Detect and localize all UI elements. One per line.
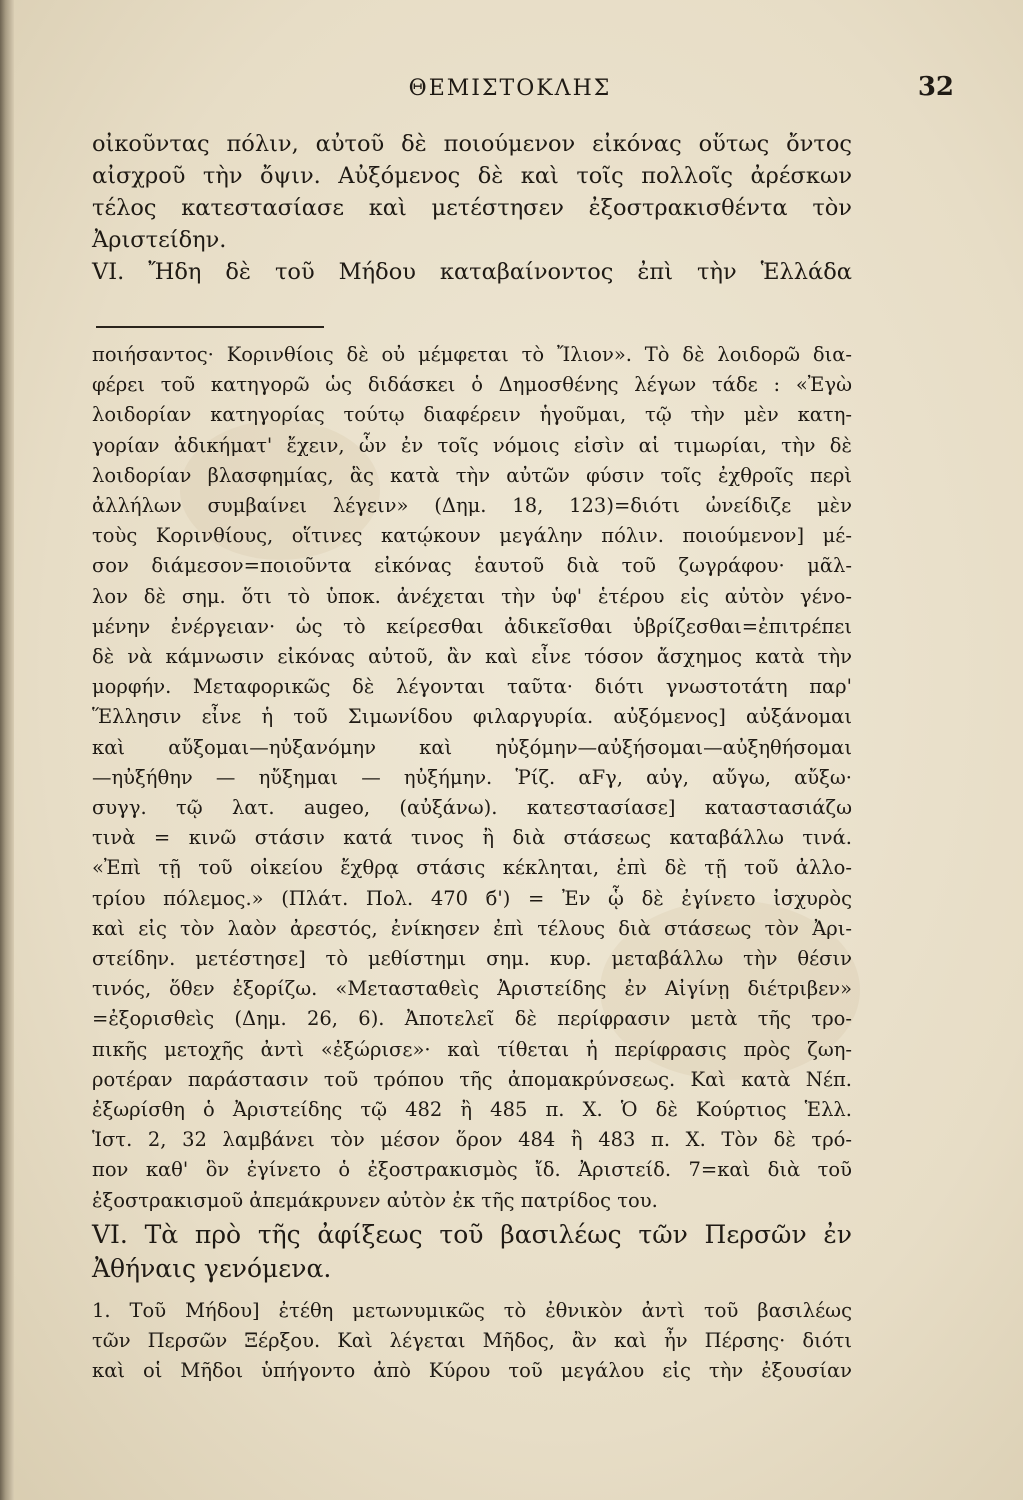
running-title: ΘΕΜΙΣΤΟΚΛΗΣ xyxy=(408,76,612,101)
note-line: Ἱστ. 2, 32 λαμβάνει τὸν μέσον ὅρον 484 ἢ 483 π. Χ. Τὸν δὲ τρό- xyxy=(92,1128,852,1152)
note-line: λοιδορίαν βλασφημίας, ἃς κατὰ τὴν αὐτῶν φύσιν τοῖς ἐχθροῖς περὶ xyxy=(92,463,852,487)
note-line: ἐξοστρακισμοῦ ἀπεμάκρυνεν αὐτὸν ἐκ τῆς πατρίδος του. xyxy=(92,1188,658,1212)
note-line: ἐξωρίσθη ὁ Ἀριστείδης τῷ 482 ἢ 485 π. Χ. Ὁ δὲ Κούρτιος Ἑλλ. xyxy=(92,1098,852,1122)
footnote-rule xyxy=(96,326,324,328)
note-line: καὶ αὔξομαι—ηὐξανόμην καὶ ηὐξόμην—αὐξήσομαι—αὐξηθήσομαι xyxy=(92,735,852,759)
note-line: τῶν Περσῶν Ξέρξου. Καὶ λέγεται Μῆδος, ἂν καὶ ἦν Πέρσης· διότι xyxy=(92,1329,852,1353)
main-text-line: τέλος κατεστασίασε καὶ μετέστησεν ἐξοστρακισθέντα τὸν xyxy=(92,195,852,221)
note-line: καὶ οἱ Μῆδοι ὑπήγοντο ἀπὸ Κύρου τοῦ μεγάλου εἰς τὴν ἐξουσίαν xyxy=(92,1359,852,1383)
page-number: 32 xyxy=(917,72,954,102)
running-head xyxy=(60,72,960,112)
note-line: σον διάμεσον=ποιοῦντα εἰκόνας ἑαυτοῦ διὰ τοῦ ζωγράφου· μᾶλ- xyxy=(92,554,852,578)
note-line: φέρει τοῦ κατηγορῶ ὡς διδάσκει ὁ Δημοσθένης λέγων τάδε : «Ἐγὼ xyxy=(92,373,852,397)
note-line: λον δὲ σημ. ὅτι τὸ ὑποκ. ἀνέχεται τὴν ὑφ' ἑτέρου εἰς αὐτὸν γένο- xyxy=(92,584,852,608)
section-notes xyxy=(92,1296,852,1387)
note-line: μένην ἐνέργειαν· ὡς τὸ κείρεσθαι ἀδικεῖσθαι ὑβρίζεσθαι=ἐπιτρέπει xyxy=(92,614,852,638)
note-line: —ηὐξήθην — ηὔξημαι — ηὐξήμην. Ῥίζ. αFγ, αὐγ, αὔγω, αὔξω· xyxy=(92,765,852,789)
note-line: τοὺς Κορινθίους, οἵτινες κατῴκουν μεγάλην πόλιν. ποιούμενον] μέ- xyxy=(92,524,852,548)
note-line: =ἐξορισθεὶς (Δημ. 26, 6). Ἀποτελεῖ δὲ περίφρασιν μετὰ τῆς τρο- xyxy=(92,1007,852,1031)
note-line: συγγ. τῷ λατ. augeo, (αὐξάνω). κατεστασίασε] καταστασιάζω xyxy=(92,796,852,820)
note-line: καὶ εἰς τὸν λαὸν ἀρεστός, ἐνίκησεν ἐπὶ τέλους διὰ στάσεως τὸν Ἀρι- xyxy=(92,916,852,940)
main-text-line: οἰκοῦντας πόλιν, αὐτοῦ δὲ ποιούμενον εἰκόνας οὕτως ὄντος xyxy=(92,131,852,157)
section-heading xyxy=(92,1218,852,1286)
main-text xyxy=(92,128,852,288)
main-text-line: VI. Ἤδη δὲ τοῦ Μήδου καταβαίνοντος ἐπὶ τὴν Ἑλλάδα xyxy=(92,259,852,285)
note-line: γορίαν ἀδικήματ' ἔχειν, ὧν ἐν τοῖς νόμοις εἰσὶν αἱ τιμωρίαι, τὴν δὲ xyxy=(92,433,852,457)
note-line: πον καθ' ὃν ἐγίνετο ὁ ἐξοστρακισμὸς ἴδ. Ἀριστείδ. 7=καὶ διὰ τοῦ xyxy=(92,1158,852,1182)
note-line: Ἕλλησιν εἶνε ἡ τοῦ Σιμωνίδου φιλαργυρία. αὐξόμενος] αὐξάνομαι xyxy=(92,705,852,729)
note-line: 1. Τοῦ Μήδου] ἐτέθη μετωνυμικῶς τὸ ἐθνικὸν ἀντὶ τοῦ βασιλέως xyxy=(92,1299,852,1322)
section-heading-line: VI. Τὰ πρὸ τῆς ἀφίξεως τοῦ βασιλέως τῶν Περσῶν ἐν xyxy=(92,1220,852,1249)
main-text-line: Ἀριστείδην. xyxy=(92,227,227,253)
note-line: πικῆς μετοχῆς ἀντὶ «ἐξώρισε»· καὶ τίθεται ἡ περίφρασις πρὸς ζωη- xyxy=(92,1037,852,1061)
note-line: τινός, ὅθεν ἐξορίζω. «Μετασταθεὶς Ἀριστείδης ἐν Αἰγίνῃ διέτριβεν» xyxy=(92,977,852,1001)
note-line: λοιδορίαν κατηγορίας τούτῳ διαφέρειν ἡγοῦμαι, τῷ τὴν μὲν κατη- xyxy=(92,403,852,427)
note-line: «Ἐπὶ τῇ τοῦ οἰκείου ἔχθρᾳ στάσις κέκληται, ἐπὶ δὲ τῇ τοῦ ἀλλο- xyxy=(92,856,852,880)
note-line: ἀλλήλων συμβαίνει λέγειν» (Δημ. 18, 123)=διότι ὠνείδιζε μὲν xyxy=(92,494,852,518)
note-line: ροτέραν παράστασιν τοῦ τρόπου τῆς ἀπομακρύνσεως. Καὶ κατὰ Νέπ. xyxy=(92,1067,852,1091)
page-spine-edge xyxy=(0,0,14,1500)
note-line: τινὰ = κινῶ στάσιν κατά τινος ἢ διὰ στάσεως καταβάλλω τινά. xyxy=(92,826,852,850)
note-line: δὲ νὰ κάμνωσιν εἰκόνας αὐτοῦ, ἂν καὶ εἶνε τόσον ἄσχημος κατὰ τὴν xyxy=(92,645,852,669)
note-line: ποιήσαντος· Κορινθίοις δὲ οὐ μέμφεται τὸ Ἴλιον». Τὸ δὲ λοιδορῶ δια- xyxy=(92,343,852,366)
note-line: τρίου πόλεμος.» (Πλάτ. Πολ. 470 б') = Ἐν ᾧ δὲ ἐγίνετο ἰσχυρὸς xyxy=(92,886,852,910)
section-heading-line: Ἀθήναις γενόμενα. xyxy=(92,1254,332,1283)
note-line: μορφήν. Μεταφορικῶς δὲ λέγονται ταῦτα· διότι γνωστοτάτη παρ' xyxy=(92,675,852,699)
note-line: στείδην. μετέστησε] τὸ μεθίστημι σημ. κυρ. μεταβάλλω τὴν θέσιν xyxy=(92,947,852,971)
commentary-notes xyxy=(92,340,852,1216)
main-text-line: αἰσχροῦ τὴν ὄψιν. Αὐξόμενος δὲ καὶ τοῖς πολλοῖς ἀρέσκων xyxy=(92,163,852,189)
